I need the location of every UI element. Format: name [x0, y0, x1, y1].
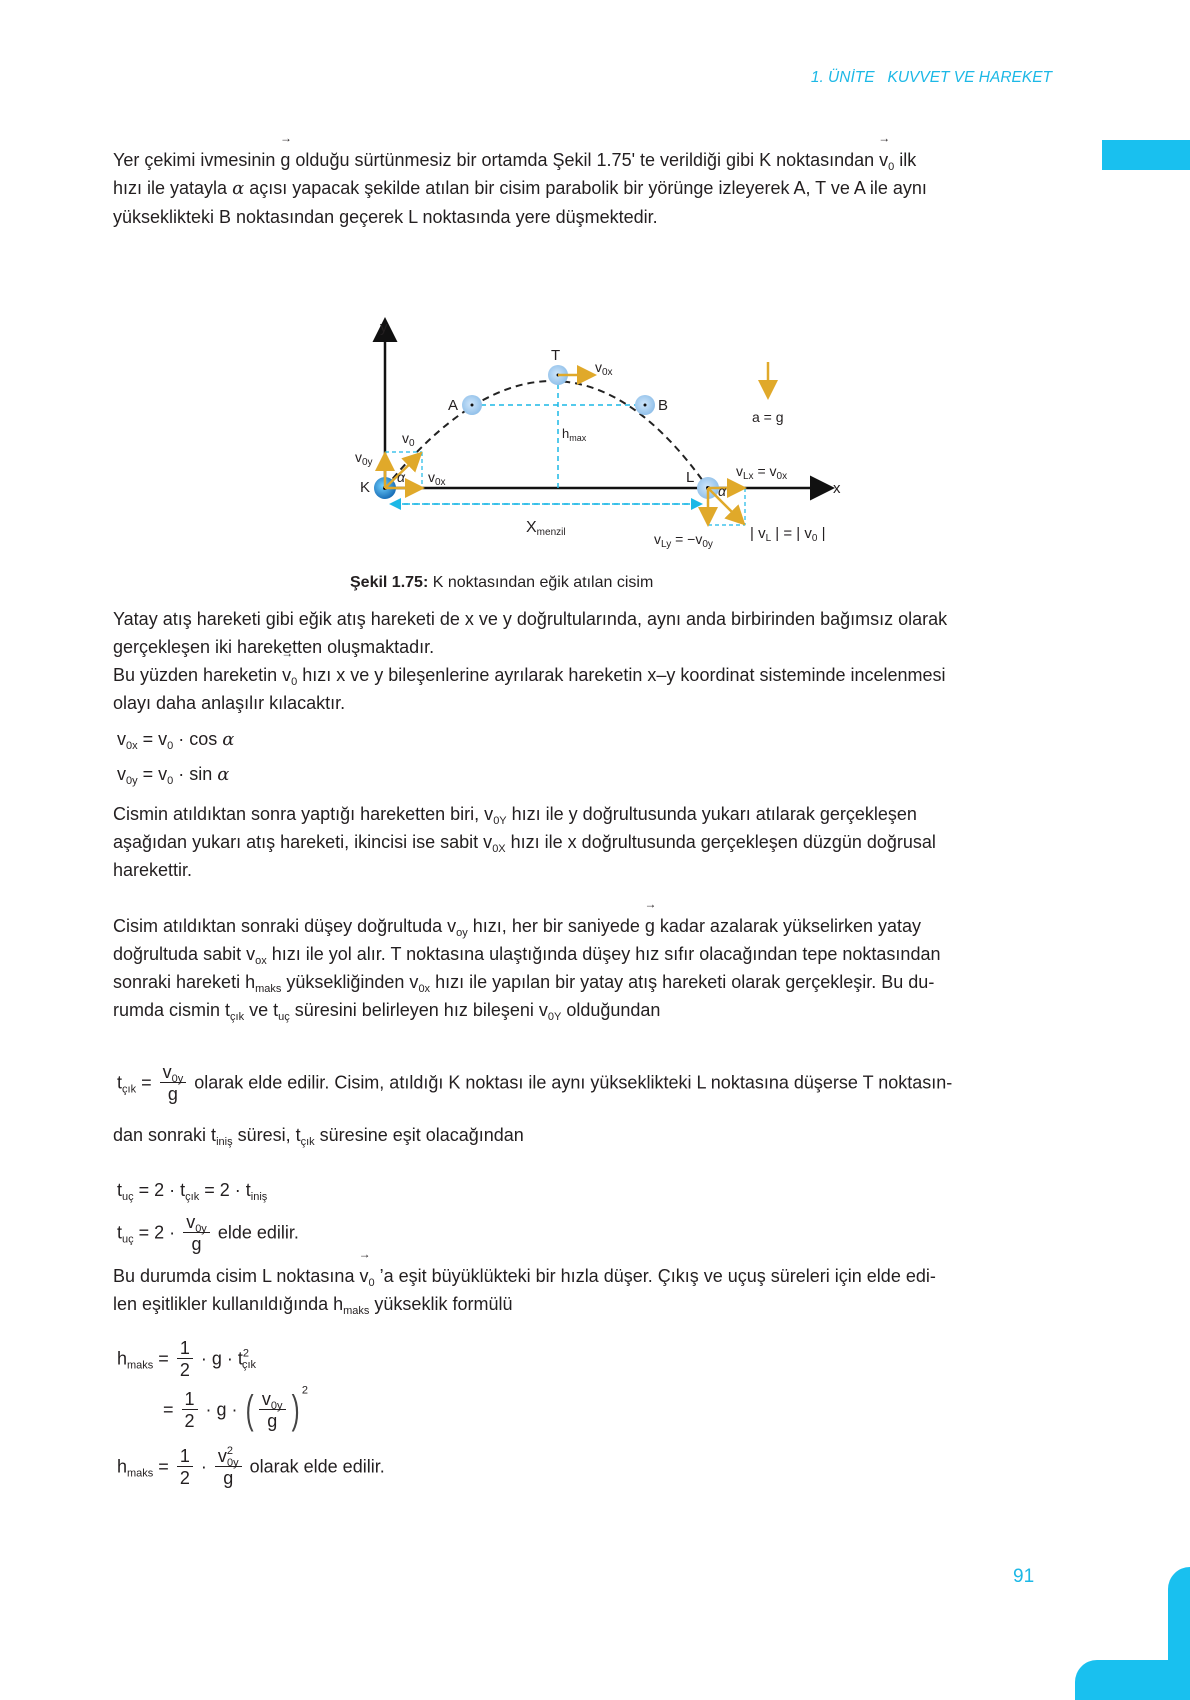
svg-text:α: α — [718, 483, 726, 499]
svg-text:hmax: $h_{max}$ — [562, 426, 587, 443]
svg-text:vLx = v0x: $v_{Lx} = v_{0x}$ — [736, 463, 788, 482]
svg-text:v0: $v_0$ — [402, 430, 415, 449]
svg-text:v0x: $v_{0x}$ — [595, 359, 613, 378]
equation-tuc-1: $t_{uç} = 2 \cdot t_{çık} = 2 \cdot t_{iniş}$ — [117, 1180, 268, 1203]
paragraph-4: Cisim atıldıktan sonraki düşey doğrultuda $v_{oy}$ hızı, her bir saniyede → g kadar azalarak yükselirken yatay doğrultuda sabit $v_{ox}$ hızı ile yol alır. T noktasına ulaştığında düşey hız sıfır olacağından tepe noktasından sonraki hareketi $h_{maks}$ yüksekliğinden $v_{0x}$ hızı ile yapılan bir yatay atış hareketi olarak gerçekleşir. Bu du- rumda cismin $t_{çık}$ ve $t_{uç}$ süresini belirleyen hız bileşeni $v_{0Y}$ olduğundan — [113, 912, 1063, 1024]
equation-tuc-2: $t_{uç} = 2$ · $\frac{v_{0y}}{g}$ elde edilir. — [117, 1212, 299, 1254]
svg-text:T: T — [551, 347, 561, 364]
text: olduğu sürtünmesiz bir ortamda Şekil 1.75' te verildiği gibi K noktasından — [290, 150, 880, 170]
equation-hmaks-1: $h_{maks}$ = $\frac{1}{2}$ · $g \cdot t^2_{çık}$ — [117, 1338, 257, 1380]
paragraph-2: Yatay atış hareketi gibi eğik atış hareketi de x ve y doğrultularında, aynı anda birbirinden bağımsız olarak gerçekleşen iki hareketten oluşmaktadır. Bu yüzden hareketin → $v_0$ hızı x ve y bileşenlerine ayrılarak hareketin x–y koordinat sisteminde incelenmesi olayı daha anlaşılır kılacaktır. — [113, 605, 1063, 717]
page-number: 91 — [1013, 1566, 1035, 1587]
v0-vector: → v — [879, 146, 888, 174]
svg-text:| vL | = | v0 |: | $v_L$ | = | $v_0$ | — [750, 525, 826, 544]
intro-paragraph: Yer çekimi ivmesinin → g olduğu sürtünmesiz bir ortamda Şekil 1.75' te verildiği gibi K noktasından → $v_0$ ilk hızı ile yatayla α açısı yapacak şekilde atılan bir cisim parabolik bir yörünge izleyerek A, T ve A ile aynı yükseklikteki B noktasından geçerek L noktasında yere düşmektedir. — [113, 146, 1063, 231]
svg-text:v0x: $v_{0x}$ — [428, 469, 446, 488]
corner-decoration-bottom — [1075, 1660, 1190, 1700]
equation-hmaks-3: $h_{maks}$ = $\frac{1}{2}$ · $\frac{v^2_{0y}}{g}$ olarak elde edilir. — [117, 1445, 385, 1488]
svg-text:v0y: $v_{0y}$ — [355, 449, 373, 468]
svg-text:a = g: a = g — [752, 409, 784, 425]
paragraph-5: dan sonraki $t_{iniş}$ süresi, $t_{çık}$ süresine eşit olacağından — [113, 1125, 524, 1148]
equation-v0y: $v_{0y} = v_0 \cdot \sin \alpha$ — [117, 764, 230, 787]
svg-text:x: x — [833, 480, 841, 497]
side-tab-marker — [1102, 140, 1190, 170]
svg-text:α: α — [397, 469, 405, 485]
figure-caption: Şekil 1.75: K noktasından eğik atılan cisim — [350, 574, 654, 591]
svg-text:L: L — [686, 469, 695, 486]
text: Yer çekimi ivmesinin — [113, 150, 281, 170]
svg-text:K: K — [360, 479, 371, 496]
paragraph-6: Bu durumda cisim L noktasına → $v_0$ ’a eşit büyüklükteki bir hızla düşer. Çıkış ve uçuş süreleri için elde edi- len eşitlikler kullanıldığında $h_{maks}$ yükseklik formülü — [113, 1262, 1063, 1318]
svg-text:y: y — [380, 319, 388, 336]
svg-text:Xmenzil: Xmenzil — [526, 519, 566, 538]
unit-header: 1. ÜNİTE KUVVET VE HAREKET — [810, 69, 1052, 86]
paragraph-3: Cismin atıldıktan sonra yaptığı hareketten biri, $v_{0Y}$ hızı ile y doğrultusunda yukarı atılarak gerçekleşen aşağıdan yukarı atış hareketi, ikincisi ise sabit $v_{0X}$ hızı ile x doğrultusunda gerçekleşen düzgün doğrusal harekettir. — [113, 804, 936, 880]
svg-text:A: A — [448, 397, 459, 414]
svg-text:vLy = −v0y: $v_{Ly} = -v_{0y}$ — [654, 531, 713, 550]
equation-tcik: $t_{çık}$ = $\frac{v_{0y}}{g}$ olarak elde edilir. Cisim, atıldığı K noktası ile aynı yükseklikteki L noktasına düşerse T noktasın- — [117, 1062, 953, 1104]
equation-v0x: $v_{0x} = v_0 \cdot \cos \alpha$ — [117, 729, 235, 752]
equation-hmaks-2: = $\frac{1}{2}$ · g · ( $\frac{v_{0y}}{g}$ ) $^2$ — [163, 1384, 308, 1432]
g-vector: → g — [280, 146, 290, 174]
svg-text:B: B — [658, 397, 669, 414]
alpha-symbol: α — [232, 178, 245, 199]
projectile-figure — [340, 310, 860, 560]
